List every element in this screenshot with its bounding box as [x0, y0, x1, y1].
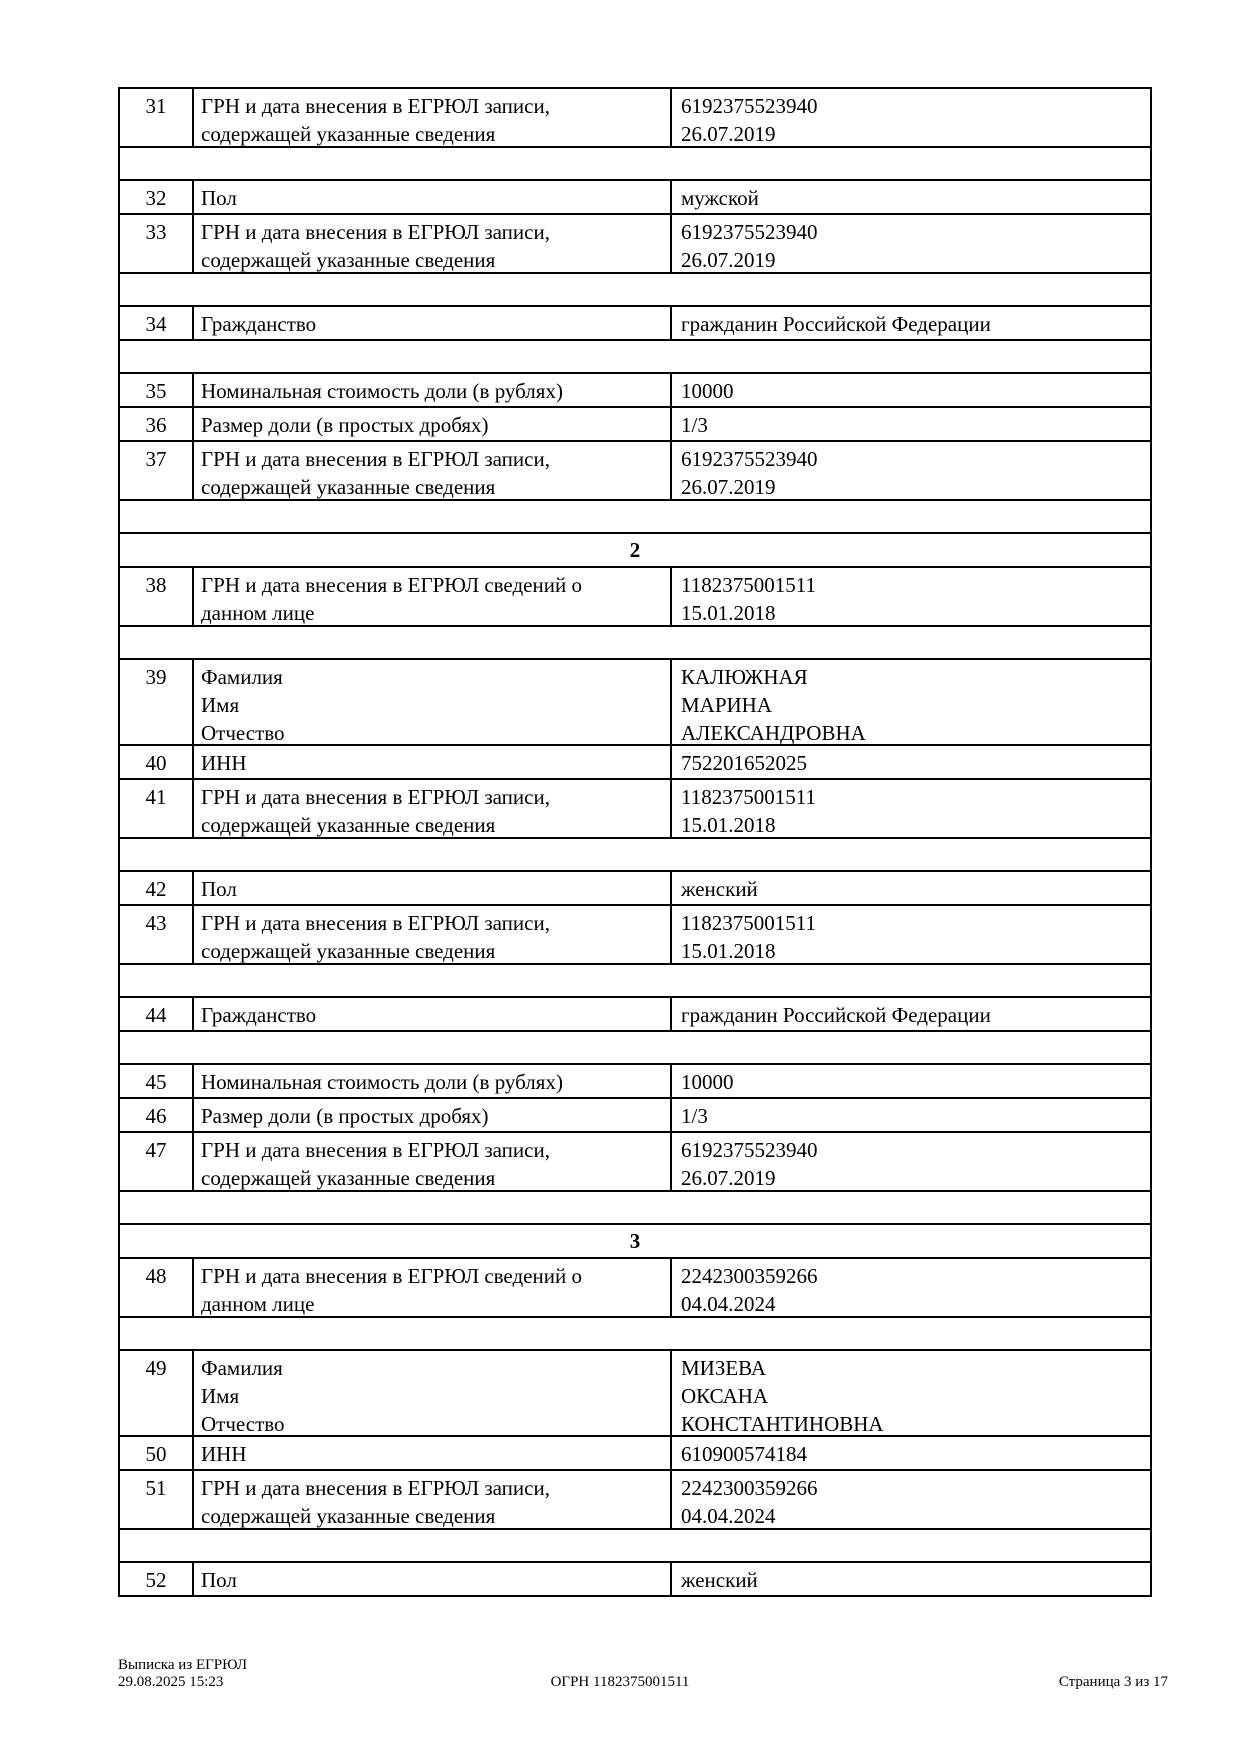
field-label-line: ГРН и дата внесения в ЕГРЮЛ сведений о: [201, 1264, 582, 1288]
field-label-cell: [194, 1259, 672, 1316]
field-value-line: 26.07.2019: [681, 122, 776, 146]
row-number-cell: 40: [120, 746, 194, 778]
field-label-line: содержащей указанные сведения: [201, 122, 496, 146]
field-label-line: ИНН: [201, 751, 247, 775]
field-label-line: содержащей указанные сведения: [201, 813, 496, 837]
field-value-line: 1182375001511: [681, 573, 816, 597]
footer-page-indicator: Страница 3 из 17: [1058, 1674, 1168, 1690]
row-number-cell: 42: [120, 872, 194, 904]
field-value-line: МАРИНА: [681, 693, 773, 717]
field-label-line: Пол: [201, 877, 237, 901]
field-label-cell: [194, 746, 672, 778]
table-row: [120, 89, 1150, 148]
field-value-line: 26.07.2019: [681, 475, 776, 499]
field-value-line: 6192375523940: [681, 220, 818, 244]
field-label-line: Размер доли (в простых дробях): [201, 1104, 489, 1128]
field-value-cell: [672, 872, 1150, 904]
field-value-cell: [672, 906, 1150, 963]
table-row: [120, 872, 1150, 906]
field-label-cell: [194, 1437, 672, 1469]
table-row: [120, 1351, 1150, 1437]
row-number-cell: 45: [120, 1065, 194, 1097]
spacer-row: [120, 1032, 1150, 1065]
field-value-line: 26.07.2019: [681, 248, 776, 272]
table-row: [120, 408, 1150, 442]
spacer-row: [120, 965, 1150, 998]
field-label-cell: [194, 307, 672, 339]
spacer-row: [120, 274, 1150, 307]
field-value-line: 1/3: [681, 413, 708, 437]
row-number-cell: 48: [120, 1259, 194, 1316]
field-value-cell: [672, 1133, 1150, 1190]
table-row: [120, 181, 1150, 215]
footer-doc-type: Выписка из ЕГРЮЛ: [118, 1657, 247, 1673]
field-value-line: ОКСАНА: [681, 1384, 769, 1408]
field-value-cell: [672, 374, 1150, 406]
field-label-line: ГРН и дата внесения в ЕГРЮЛ записи,: [201, 447, 550, 471]
spacer-row: [120, 148, 1150, 181]
field-label-line: ГРН и дата внесения в ЕГРЮЛ записи,: [201, 220, 550, 244]
field-label-cell: [194, 374, 672, 406]
row-number-cell: 31: [120, 89, 194, 146]
field-value-line: женский: [681, 877, 758, 901]
field-label-cell: [194, 872, 672, 904]
field-label-line: Гражданство: [201, 312, 317, 336]
field-value-line: 26.07.2019: [681, 1166, 776, 1190]
field-value-cell: [672, 1099, 1150, 1131]
field-value-line: 10000: [681, 1070, 734, 1094]
field-value-cell: [672, 998, 1150, 1030]
field-value-line: 2242300359266: [681, 1476, 818, 1500]
field-value-line: 6192375523940: [681, 94, 818, 118]
footer-timestamp: 29.08.2025 15:23: [118, 1674, 224, 1690]
section-header-row: 3: [120, 1225, 1150, 1259]
row-number-cell: 37: [120, 442, 194, 499]
field-label-line: Номинальная стоимость доли (в рублях): [201, 379, 563, 403]
field-label-line: данном лице: [201, 601, 315, 625]
row-number-cell: 50: [120, 1437, 194, 1469]
field-value-cell: [672, 215, 1150, 272]
field-label-line: содержащей указанные сведения: [201, 475, 496, 499]
field-label-line: содержащей указанные сведения: [201, 1504, 496, 1528]
field-label-cell: [194, 906, 672, 963]
field-value-cell: [672, 1065, 1150, 1097]
spacer-row: [120, 1192, 1150, 1225]
field-label-cell: [194, 1065, 672, 1097]
egrul-table: [118, 87, 1152, 1597]
field-label-line: ГРН и дата внесения в ЕГРЮЛ записи,: [201, 911, 550, 935]
field-value-line: МИЗЕВА: [681, 1356, 767, 1380]
page-footer: [0, 1657, 1240, 1697]
field-label-line: Имя: [201, 1384, 240, 1408]
field-value-line: КОНСТАНТИНОВНА: [681, 1412, 884, 1436]
field-value-line: 6192375523940: [681, 447, 818, 471]
field-label-line: ГРН и дата внесения в ЕГРЮЛ записи,: [201, 1476, 550, 1500]
field-value-line: 752201652025: [681, 751, 807, 775]
section-header-row: 2: [120, 534, 1150, 568]
row-number-cell: 38: [120, 568, 194, 625]
field-label-line: Фамилия: [201, 665, 283, 689]
field-label-cell: [194, 89, 672, 146]
field-label-cell: [194, 998, 672, 1030]
footer-ogrn: ОГРН 1182375001511: [550, 1674, 690, 1690]
field-value-cell: [672, 568, 1150, 625]
field-value-line: 2242300359266: [681, 1264, 818, 1288]
field-value-line: 1182375001511: [681, 911, 816, 935]
field-value-cell: [672, 1259, 1150, 1316]
row-number-cell: 46: [120, 1099, 194, 1131]
field-value-line: 1182375001511: [681, 785, 816, 809]
table-row: [120, 660, 1150, 746]
table-row: [120, 1437, 1150, 1471]
field-value-line: гражданин Российской Федерации: [681, 1003, 991, 1027]
field-label-line: Отчество: [201, 1412, 285, 1436]
field-value-cell: [672, 442, 1150, 499]
field-label-cell: [194, 660, 672, 744]
field-label-line: содержащей указанные сведения: [201, 939, 496, 963]
row-number-cell: 49: [120, 1351, 194, 1435]
field-label-line: ГРН и дата внесения в ЕГРЮЛ записи,: [201, 785, 550, 809]
table-row: [120, 568, 1150, 627]
field-value-line: гражданин Российской Федерации: [681, 312, 991, 336]
field-value-line: 15.01.2018: [681, 939, 776, 963]
field-value-line: 04.04.2024: [681, 1504, 776, 1528]
field-label-line: ИНН: [201, 1442, 247, 1466]
row-number-cell: 39: [120, 660, 194, 744]
field-value-cell: [672, 408, 1150, 440]
table-row: [120, 1133, 1150, 1192]
field-value-line: 15.01.2018: [681, 813, 776, 837]
field-label-cell: [194, 1351, 672, 1435]
field-value-line: 1/3: [681, 1104, 708, 1128]
row-number-cell: 51: [120, 1471, 194, 1528]
field-label-cell: [194, 1133, 672, 1190]
row-number-cell: 52: [120, 1563, 194, 1595]
table-row: [120, 780, 1150, 839]
field-label-line: Размер доли (в простых дробях): [201, 413, 489, 437]
field-label-cell: [194, 442, 672, 499]
spacer-row: [120, 341, 1150, 374]
field-value-cell: [672, 1351, 1150, 1435]
row-number-cell: 33: [120, 215, 194, 272]
row-number-cell: 36: [120, 408, 194, 440]
table-row: [120, 1471, 1150, 1530]
field-label-line: Фамилия: [201, 1356, 283, 1380]
spacer-row: [120, 501, 1150, 534]
field-label-line: ГРН и дата внесения в ЕГРЮЛ записи,: [201, 1138, 550, 1162]
field-value-cell: [672, 1563, 1150, 1595]
row-number-cell: 47: [120, 1133, 194, 1190]
field-value-cell: [672, 746, 1150, 778]
field-value-cell: [672, 89, 1150, 146]
field-value-cell: [672, 1471, 1150, 1528]
table-row: [120, 998, 1150, 1032]
field-label-line: Номинальная стоимость доли (в рублях): [201, 1070, 563, 1094]
table-row: [120, 374, 1150, 408]
field-label-line: Имя: [201, 693, 240, 717]
table-row: [120, 307, 1150, 341]
field-value-cell: [672, 181, 1150, 213]
spacer-row: [120, 1318, 1150, 1351]
field-label-cell: [194, 1563, 672, 1595]
field-label-cell: [194, 780, 672, 837]
field-value-line: мужской: [681, 186, 759, 210]
field-value-cell: [672, 1437, 1150, 1469]
field-value-line: АЛЕКСАНДРОВНА: [681, 721, 866, 745]
field-label-line: Отчество: [201, 721, 285, 745]
field-label-cell: [194, 181, 672, 213]
field-value-line: женский: [681, 1568, 758, 1592]
table-row: [120, 442, 1150, 501]
table-row: [120, 215, 1150, 274]
table-row: [120, 1563, 1150, 1597]
spacer-row: [120, 839, 1150, 872]
row-number-cell: 44: [120, 998, 194, 1030]
field-label-line: данном лице: [201, 1292, 315, 1316]
field-value-line: 15.01.2018: [681, 601, 776, 625]
field-label-line: Пол: [201, 186, 237, 210]
table-row: [120, 1259, 1150, 1318]
table-row: [120, 1099, 1150, 1133]
field-value-cell: [672, 660, 1150, 744]
field-value-cell: [672, 307, 1150, 339]
field-value-cell: [672, 780, 1150, 837]
field-label-line: ГРН и дата внесения в ЕГРЮЛ сведений о: [201, 573, 582, 597]
field-label-cell: [194, 568, 672, 625]
field-value-line: КАЛЮЖНАЯ: [681, 665, 808, 689]
field-label-line: ГРН и дата внесения в ЕГРЮЛ записи,: [201, 94, 550, 118]
field-label-line: Гражданство: [201, 1003, 317, 1027]
row-number-cell: 35: [120, 374, 194, 406]
spacer-row: [120, 627, 1150, 660]
row-number-cell: 34: [120, 307, 194, 339]
field-value-line: 6192375523940: [681, 1138, 818, 1162]
row-number-cell: 32: [120, 181, 194, 213]
field-label-cell: [194, 1099, 672, 1131]
table-row: [120, 906, 1150, 965]
field-label-cell: [194, 215, 672, 272]
row-number-cell: 41: [120, 780, 194, 837]
field-label-line: содержащей указанные сведения: [201, 248, 496, 272]
field-label-line: содержащей указанные сведения: [201, 1166, 496, 1190]
table-row: [120, 1065, 1150, 1099]
row-number-cell: 43: [120, 906, 194, 963]
field-value-line: 10000: [681, 379, 734, 403]
field-value-line: 610900574184: [681, 1442, 807, 1466]
table-row: [120, 746, 1150, 780]
field-label-cell: [194, 408, 672, 440]
field-label-cell: [194, 1471, 672, 1528]
field-value-line: 04.04.2024: [681, 1292, 776, 1316]
field-label-line: Пол: [201, 1568, 237, 1592]
spacer-row: [120, 1530, 1150, 1563]
